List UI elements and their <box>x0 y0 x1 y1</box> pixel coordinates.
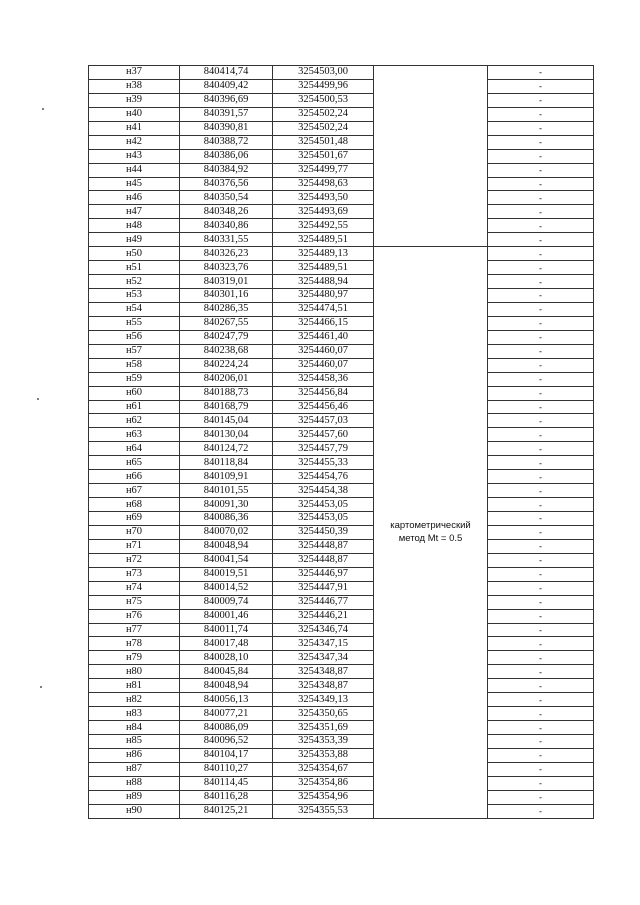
point-id-cell: н51 <box>89 261 180 275</box>
table-row <box>89 358 594 372</box>
x-coordinate-cell: 840077,21 <box>180 707 273 721</box>
x-coordinate-cell: 840014,52 <box>180 581 273 595</box>
x-coordinate-cell: 840388,72 <box>180 135 273 149</box>
table-row <box>89 163 594 177</box>
accuracy-cell: - <box>488 93 594 107</box>
y-coordinate-cell: 3254499,77 <box>273 163 374 177</box>
table-row <box>89 721 594 735</box>
x-coordinate-cell: 840247,79 <box>180 330 273 344</box>
table-row <box>89 470 594 484</box>
y-coordinate-cell: 3254447,91 <box>273 581 374 595</box>
x-coordinate-cell: 840056,13 <box>180 693 273 707</box>
table-row <box>89 512 594 526</box>
point-id-cell: н44 <box>89 163 180 177</box>
accuracy-cell: - <box>488 456 594 470</box>
y-coordinate-cell: 3254461,40 <box>273 330 374 344</box>
accuracy-cell: - <box>488 191 594 205</box>
x-coordinate-cell: 840168,79 <box>180 400 273 414</box>
point-id-cell: н90 <box>89 804 180 818</box>
table-row <box>89 790 594 804</box>
x-coordinate-cell: 840396,69 <box>180 93 273 107</box>
x-coordinate-cell: 840110,27 <box>180 762 273 776</box>
accuracy-cell: - <box>488 107 594 121</box>
accuracy-cell: - <box>488 149 594 163</box>
point-id-cell: н64 <box>89 442 180 456</box>
table-row <box>89 637 594 651</box>
table-row <box>89 762 594 776</box>
x-coordinate-cell: 840386,06 <box>180 149 273 163</box>
table-row <box>89 623 594 637</box>
y-coordinate-cell: 3254353,88 <box>273 748 374 762</box>
accuracy-cell: - <box>488 247 594 261</box>
x-coordinate-cell: 840028,10 <box>180 651 273 665</box>
table-row <box>89 665 594 679</box>
x-coordinate-cell: 840267,55 <box>180 316 273 330</box>
x-coordinate-cell: 840286,35 <box>180 302 273 316</box>
accuracy-cell: - <box>488 400 594 414</box>
y-coordinate-cell: 3254354,96 <box>273 790 374 804</box>
accuracy-cell: - <box>488 344 594 358</box>
point-id-cell: н45 <box>89 177 180 191</box>
accuracy-cell: - <box>488 66 594 80</box>
y-coordinate-cell: 3254460,07 <box>273 358 374 372</box>
y-coordinate-cell: 3254502,24 <box>273 107 374 121</box>
x-coordinate-cell: 840319,01 <box>180 275 273 289</box>
point-id-cell: н55 <box>89 316 180 330</box>
x-coordinate-cell: 840124,72 <box>180 442 273 456</box>
point-id-cell: н85 <box>89 735 180 749</box>
x-coordinate-cell: 840130,04 <box>180 428 273 442</box>
accuracy-cell: - <box>488 205 594 219</box>
table-row <box>89 149 594 163</box>
accuracy-cell: - <box>488 762 594 776</box>
x-coordinate-cell: 840350,54 <box>180 191 273 205</box>
x-coordinate-cell: 840096,52 <box>180 735 273 749</box>
y-coordinate-cell: 3254502,24 <box>273 121 374 135</box>
accuracy-cell: - <box>488 135 594 149</box>
table-row <box>89 205 594 219</box>
accuracy-cell: - <box>488 553 594 567</box>
x-coordinate-cell: 840048,94 <box>180 539 273 553</box>
y-coordinate-cell: 3254349,13 <box>273 693 374 707</box>
table-row <box>89 581 594 595</box>
y-coordinate-cell: 3254503,00 <box>273 66 374 80</box>
y-coordinate-cell: 3254498,63 <box>273 177 374 191</box>
x-coordinate-cell: 840340,86 <box>180 219 273 233</box>
point-id-cell: н48 <box>89 219 180 233</box>
y-coordinate-cell: 3254456,46 <box>273 400 374 414</box>
y-coordinate-cell: 3254489,51 <box>273 233 374 247</box>
x-coordinate-cell: 840114,45 <box>180 776 273 790</box>
y-coordinate-cell: 3254466,15 <box>273 316 374 330</box>
y-coordinate-cell: 3254493,69 <box>273 205 374 219</box>
y-coordinate-cell: 3254457,60 <box>273 428 374 442</box>
table-row <box>89 539 594 553</box>
x-coordinate-cell: 840125,21 <box>180 804 273 818</box>
y-coordinate-cell: 3254448,87 <box>273 553 374 567</box>
x-coordinate-cell: 840188,73 <box>180 386 273 400</box>
accuracy-cell: - <box>488 665 594 679</box>
accuracy-cell: - <box>488 219 594 233</box>
accuracy-cell: - <box>488 595 594 609</box>
y-coordinate-cell: 3254499,96 <box>273 79 374 93</box>
y-coordinate-cell: 3254457,03 <box>273 414 374 428</box>
x-coordinate-cell: 840331,55 <box>180 233 273 247</box>
point-id-cell: н86 <box>89 748 180 762</box>
x-coordinate-cell: 840086,36 <box>180 512 273 526</box>
accuracy-cell: - <box>488 484 594 498</box>
table-row <box>89 261 594 275</box>
table-row <box>89 525 594 539</box>
y-coordinate-cell: 3254460,07 <box>273 344 374 358</box>
point-id-cell: н67 <box>89 484 180 498</box>
accuracy-cell: - <box>488 679 594 693</box>
point-id-cell: н87 <box>89 762 180 776</box>
accuracy-cell: - <box>488 512 594 526</box>
table-row <box>89 748 594 762</box>
x-coordinate-cell: 840091,30 <box>180 498 273 512</box>
accuracy-cell: - <box>488 637 594 651</box>
point-id-cell: н40 <box>89 107 180 121</box>
accuracy-cell: - <box>488 470 594 484</box>
accuracy-cell: - <box>488 121 594 135</box>
coordinates-table <box>88 65 594 819</box>
table-row <box>89 498 594 512</box>
y-coordinate-cell: 3254346,74 <box>273 623 374 637</box>
point-id-cell: н38 <box>89 79 180 93</box>
point-id-cell: н57 <box>89 344 180 358</box>
accuracy-cell: - <box>488 316 594 330</box>
table-row <box>89 484 594 498</box>
table-row <box>89 302 594 316</box>
table-row <box>89 428 594 442</box>
table-row <box>89 121 594 135</box>
table-row <box>89 804 594 818</box>
y-coordinate-cell: 3254500,53 <box>273 93 374 107</box>
x-coordinate-cell: 840070,02 <box>180 525 273 539</box>
point-id-cell: н68 <box>89 498 180 512</box>
y-coordinate-cell: 3254450,39 <box>273 525 374 539</box>
table-row <box>89 595 594 609</box>
remark-cell-empty <box>374 66 488 247</box>
point-id-cell: н88 <box>89 776 180 790</box>
x-coordinate-cell: 840104,17 <box>180 748 273 762</box>
accuracy-cell: - <box>488 693 594 707</box>
accuracy-cell: - <box>488 623 594 637</box>
point-id-cell: н53 <box>89 289 180 303</box>
accuracy-cell: - <box>488 804 594 818</box>
x-coordinate-cell: 840145,04 <box>180 414 273 428</box>
point-id-cell: н49 <box>89 233 180 247</box>
x-coordinate-cell: 840011,74 <box>180 623 273 637</box>
accuracy-cell: - <box>488 567 594 581</box>
y-coordinate-cell: 3254353,39 <box>273 735 374 749</box>
accuracy-cell: - <box>488 302 594 316</box>
accuracy-cell: - <box>488 525 594 539</box>
x-coordinate-cell: 840323,76 <box>180 261 273 275</box>
y-coordinate-cell: 3254446,97 <box>273 567 374 581</box>
x-coordinate-cell: 840390,81 <box>180 121 273 135</box>
x-coordinate-cell: 840326,23 <box>180 247 273 261</box>
table-row <box>89 247 594 261</box>
table-row <box>89 693 594 707</box>
table-row <box>89 400 594 414</box>
accuracy-cell: - <box>488 289 594 303</box>
x-coordinate-cell: 840348,26 <box>180 205 273 219</box>
point-id-cell: н43 <box>89 149 180 163</box>
table-row <box>89 735 594 749</box>
x-coordinate-cell: 840384,92 <box>180 163 273 177</box>
point-id-cell: н41 <box>89 121 180 135</box>
point-id-cell: н70 <box>89 525 180 539</box>
scan-speck <box>42 108 44 110</box>
y-coordinate-cell: 3254489,13 <box>273 247 374 261</box>
x-coordinate-cell: 840238,68 <box>180 344 273 358</box>
x-coordinate-cell: 840376,56 <box>180 177 273 191</box>
point-id-cell: н81 <box>89 679 180 693</box>
y-coordinate-cell: 3254347,34 <box>273 651 374 665</box>
y-coordinate-cell: 3254448,87 <box>273 539 374 553</box>
x-coordinate-cell: 840041,54 <box>180 553 273 567</box>
table-row <box>89 651 594 665</box>
point-id-cell: н52 <box>89 275 180 289</box>
y-coordinate-cell: 3254354,86 <box>273 776 374 790</box>
table-row <box>89 609 594 623</box>
point-id-cell: н82 <box>89 693 180 707</box>
accuracy-cell: - <box>488 721 594 735</box>
table-row <box>89 107 594 121</box>
point-id-cell: н80 <box>89 665 180 679</box>
x-coordinate-cell: 840101,55 <box>180 484 273 498</box>
x-coordinate-cell: 840009,74 <box>180 595 273 609</box>
x-coordinate-cell: 840224,24 <box>180 358 273 372</box>
point-id-cell: н74 <box>89 581 180 595</box>
point-id-cell: н79 <box>89 651 180 665</box>
point-id-cell: н78 <box>89 637 180 651</box>
point-id-cell: н61 <box>89 400 180 414</box>
point-id-cell: н69 <box>89 512 180 526</box>
point-id-cell: н84 <box>89 721 180 735</box>
table-row <box>89 93 594 107</box>
x-coordinate-cell: 840109,91 <box>180 470 273 484</box>
accuracy-cell: - <box>488 261 594 275</box>
y-coordinate-cell: 3254456,84 <box>273 386 374 400</box>
accuracy-cell: - <box>488 776 594 790</box>
y-coordinate-cell: 3254453,05 <box>273 512 374 526</box>
accuracy-cell: - <box>488 442 594 456</box>
point-id-cell: н75 <box>89 595 180 609</box>
table-row <box>89 289 594 303</box>
table-row <box>89 567 594 581</box>
table-row <box>89 344 594 358</box>
point-id-cell: н46 <box>89 191 180 205</box>
table-row <box>89 219 594 233</box>
point-id-cell: н42 <box>89 135 180 149</box>
x-coordinate-cell: 840116,28 <box>180 790 273 804</box>
point-id-cell: н37 <box>89 66 180 80</box>
table-row <box>89 707 594 721</box>
accuracy-cell: - <box>488 358 594 372</box>
point-id-cell: н50 <box>89 247 180 261</box>
y-coordinate-cell: 3254454,76 <box>273 470 374 484</box>
accuracy-cell: - <box>488 386 594 400</box>
point-id-cell: н63 <box>89 428 180 442</box>
x-coordinate-cell: 840086,09 <box>180 721 273 735</box>
accuracy-cell: - <box>488 539 594 553</box>
x-coordinate-cell: 840391,57 <box>180 107 273 121</box>
point-id-cell: н39 <box>89 93 180 107</box>
x-coordinate-cell: 840409,42 <box>180 79 273 93</box>
y-coordinate-cell: 3254446,21 <box>273 609 374 623</box>
table-row <box>89 191 594 205</box>
point-id-cell: н71 <box>89 539 180 553</box>
y-coordinate-cell: 3254350,65 <box>273 707 374 721</box>
x-coordinate-cell: 840045,84 <box>180 665 273 679</box>
y-coordinate-cell: 3254488,94 <box>273 275 374 289</box>
accuracy-cell: - <box>488 233 594 247</box>
accuracy-cell: - <box>488 609 594 623</box>
x-coordinate-cell: 840048,94 <box>180 679 273 693</box>
y-coordinate-cell: 3254455,33 <box>273 456 374 470</box>
y-coordinate-cell: 3254489,51 <box>273 261 374 275</box>
accuracy-cell: - <box>488 414 594 428</box>
x-coordinate-cell: 840017,48 <box>180 637 273 651</box>
accuracy-cell: - <box>488 748 594 762</box>
y-coordinate-cell: 3254453,05 <box>273 498 374 512</box>
table-row <box>89 414 594 428</box>
scan-speck <box>40 686 42 688</box>
accuracy-cell: - <box>488 177 594 191</box>
scan-speck <box>37 398 39 400</box>
x-coordinate-cell: 840118,84 <box>180 456 273 470</box>
point-id-cell: н56 <box>89 330 180 344</box>
table-row <box>89 553 594 567</box>
point-id-cell: н62 <box>89 414 180 428</box>
y-coordinate-cell: 3254480,97 <box>273 289 374 303</box>
point-id-cell: н60 <box>89 386 180 400</box>
table-row <box>89 456 594 470</box>
accuracy-cell: - <box>488 651 594 665</box>
y-coordinate-cell: 3254355,53 <box>273 804 374 818</box>
point-id-cell: н47 <box>89 205 180 219</box>
point-id-cell: н83 <box>89 707 180 721</box>
accuracy-cell: - <box>488 790 594 804</box>
y-coordinate-cell: 3254351,69 <box>273 721 374 735</box>
y-coordinate-cell: 3254457,79 <box>273 442 374 456</box>
x-coordinate-cell: 840001,46 <box>180 609 273 623</box>
table-row <box>89 135 594 149</box>
point-id-cell: н65 <box>89 456 180 470</box>
coordinates-table-body <box>89 66 594 819</box>
y-coordinate-cell: 3254474,51 <box>273 302 374 316</box>
point-id-cell: н58 <box>89 358 180 372</box>
y-coordinate-cell: 3254458,36 <box>273 372 374 386</box>
y-coordinate-cell: 3254348,87 <box>273 679 374 693</box>
table-row <box>89 442 594 456</box>
table-row <box>89 79 594 93</box>
method-note-cell: картометрический метод Mt = 0.5 <box>374 247 488 818</box>
point-id-cell: н54 <box>89 302 180 316</box>
point-id-cell: н72 <box>89 553 180 567</box>
point-id-cell: н89 <box>89 790 180 804</box>
y-coordinate-cell: 3254501,48 <box>273 135 374 149</box>
y-coordinate-cell: 3254501,67 <box>273 149 374 163</box>
x-coordinate-cell: 840414,74 <box>180 66 273 80</box>
table-row <box>89 275 594 289</box>
accuracy-cell: - <box>488 707 594 721</box>
accuracy-cell: - <box>488 428 594 442</box>
table-row <box>89 316 594 330</box>
table-row <box>89 776 594 790</box>
x-coordinate-cell: 840301,16 <box>180 289 273 303</box>
table-row <box>89 372 594 386</box>
accuracy-cell: - <box>488 275 594 289</box>
point-id-cell: н76 <box>89 609 180 623</box>
table-row <box>89 233 594 247</box>
table-row <box>89 330 594 344</box>
accuracy-cell: - <box>488 372 594 386</box>
y-coordinate-cell: 3254454,38 <box>273 484 374 498</box>
y-coordinate-cell: 3254492,55 <box>273 219 374 233</box>
point-id-cell: н59 <box>89 372 180 386</box>
accuracy-cell: - <box>488 498 594 512</box>
accuracy-cell: - <box>488 330 594 344</box>
point-id-cell: н73 <box>89 567 180 581</box>
y-coordinate-cell: 3254493,50 <box>273 191 374 205</box>
table-row <box>89 66 594 80</box>
accuracy-cell: - <box>488 163 594 177</box>
table-row <box>89 679 594 693</box>
y-coordinate-cell: 3254446,77 <box>273 595 374 609</box>
x-coordinate-cell: 840206,01 <box>180 372 273 386</box>
y-coordinate-cell: 3254354,67 <box>273 762 374 776</box>
x-coordinate-cell: 840019,51 <box>180 567 273 581</box>
point-id-cell: н66 <box>89 470 180 484</box>
y-coordinate-cell: 3254348,87 <box>273 665 374 679</box>
accuracy-cell: - <box>488 581 594 595</box>
table-row <box>89 386 594 400</box>
table-row <box>89 177 594 191</box>
accuracy-cell: - <box>488 79 594 93</box>
accuracy-cell: - <box>488 735 594 749</box>
y-coordinate-cell: 3254347,15 <box>273 637 374 651</box>
point-id-cell: н77 <box>89 623 180 637</box>
